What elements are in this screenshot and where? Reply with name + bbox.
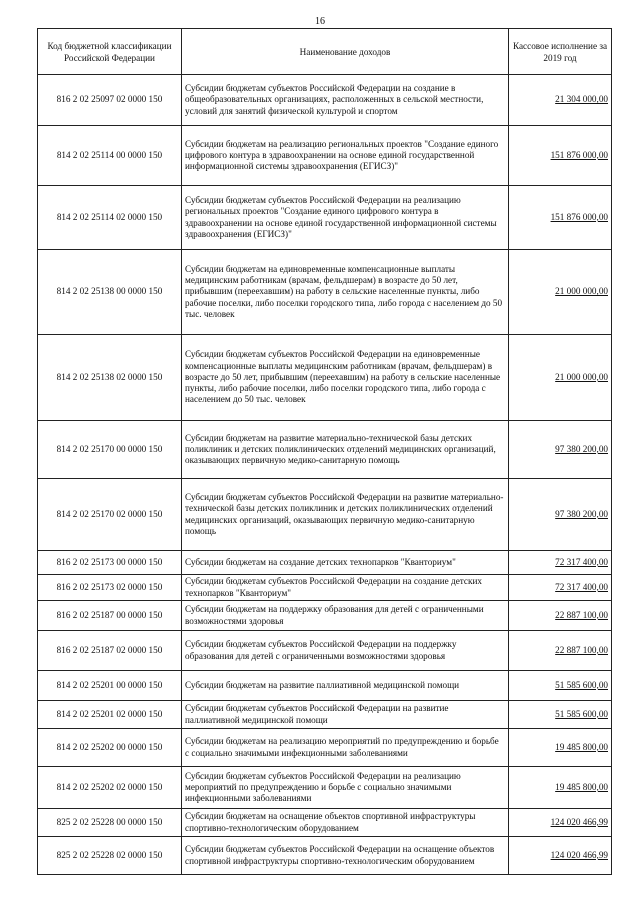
row-code: 816 2 02 25187 02 0000 150 xyxy=(38,631,182,671)
row-amount xyxy=(509,186,612,250)
row-code: 814 2 02 25170 02 0000 150 xyxy=(38,479,182,551)
revenue-table xyxy=(37,28,612,875)
row-amount-value: 72 317 400,00 xyxy=(555,556,608,567)
row-amount xyxy=(509,671,612,701)
row-name: Субсидии бюджетам субъектов Российской Федерации на единовременные компенсационные выплаты медицинским работникам (врачам, фельдшерам) в возрасте до 50 лет, прибывшим (переехавшим) на работу в сельские населенные пункты, либо рабочие поселки, либо поселки городского типа, либо города с населением до 50 тыс. человек xyxy=(182,335,509,421)
table-row xyxy=(38,126,612,186)
row-amount-value: 21 000 000,00 xyxy=(555,286,608,297)
row-code: 825 2 02 25228 00 0000 150 xyxy=(38,809,182,837)
row-amount xyxy=(509,701,612,729)
row-name: Субсидии бюджетам на реализацию региональных проектов "Создание единого цифрового контура в здравоохранении на основе единой государственной информационной системы здравоохранения (ЕГИСЗ)" xyxy=(182,126,509,186)
header-amount: Кассовое исполнение за 2019 год xyxy=(509,29,612,75)
row-code: 825 2 02 25228 02 0000 150 xyxy=(38,837,182,875)
row-code: 814 2 02 25202 02 0000 150 xyxy=(38,767,182,809)
header-name: Наименование доходов xyxy=(182,29,509,75)
table-row xyxy=(38,809,612,837)
row-amount-value: 72 317 400,00 xyxy=(555,581,608,592)
row-name: Субсидии бюджетам субъектов Российской Федерации на создание детских технопарков "Кванториум" xyxy=(182,575,509,601)
row-code: 816 2 02 25173 02 0000 150 xyxy=(38,575,182,601)
row-code: 814 2 02 25138 02 0000 150 xyxy=(38,335,182,421)
table-row xyxy=(38,75,612,126)
row-amount-value: 19 485 800,00 xyxy=(555,741,608,752)
row-amount xyxy=(509,809,612,837)
row-amount xyxy=(509,335,612,421)
table-row xyxy=(38,671,612,701)
row-amount xyxy=(509,767,612,809)
row-code: 814 2 02 25114 00 0000 150 xyxy=(38,126,182,186)
row-amount xyxy=(509,421,612,479)
page-number: 16 xyxy=(315,16,325,27)
row-amount xyxy=(509,601,612,631)
row-amount-value: 51 585 600,00 xyxy=(555,679,608,690)
row-code: 814 2 02 25201 02 0000 150 xyxy=(38,701,182,729)
table-row xyxy=(38,186,612,250)
row-name: Субсидии бюджетам на развитие паллиативной медицинской помощи xyxy=(182,671,509,701)
row-code: 814 2 02 25201 00 0000 150 xyxy=(38,671,182,701)
table-row xyxy=(38,837,612,875)
row-amount xyxy=(509,479,612,551)
table-row xyxy=(38,601,612,631)
row-name: Субсидии бюджетам на поддержку образования для детей с ограниченными возможностями здоровья xyxy=(182,601,509,631)
row-amount xyxy=(509,837,612,875)
row-amount-value: 124 020 466,99 xyxy=(550,849,608,860)
row-amount-value: 124 020 466,99 xyxy=(550,816,608,827)
row-amount-value: 19 485 800,00 xyxy=(555,781,608,792)
table-header-row xyxy=(38,29,612,75)
row-amount-value: 151 876 000,00 xyxy=(550,211,608,222)
row-code: 816 2 02 25173 00 0000 150 xyxy=(38,551,182,575)
row-amount-value: 51 585 600,00 xyxy=(555,708,608,719)
table-row xyxy=(38,631,612,671)
table-row xyxy=(38,335,612,421)
row-name: Субсидии бюджетам субъектов Российской Федерации на реализацию региональных проектов "Создание единого цифрового контура в здравоохранении на основе единой государственной информационной системы здравоохранения (ЕГИСЗ)" xyxy=(182,186,509,250)
row-amount xyxy=(509,631,612,671)
row-name: Субсидии бюджетам субъектов Российской Федерации на развитие материально-технической базы детских поликлиник и детских поликлинических отделений медицинских организаций, оказывающих первичную медико-санитарную помощь xyxy=(182,479,509,551)
row-amount-value: 21 304 000,00 xyxy=(555,94,608,105)
row-amount xyxy=(509,250,612,335)
row-code: 814 2 02 25170 00 0000 150 xyxy=(38,421,182,479)
table-row xyxy=(38,729,612,767)
header-code: Код бюджетной классификации Российской Федерации xyxy=(38,29,182,75)
row-name: Субсидии бюджетам субъектов Российской Федерации на создание в общеобразовательных организациях, расположенных в сельской местности, условий для занятий физической культурой и спортом xyxy=(182,75,509,126)
row-name: Субсидии бюджетам на единовременные компенсационные выплаты медицинским работникам (врачам, фельдшерам) в возрасте до 50 лет, прибывшим (переехавшим) на работу в сельские населенные пункты, либо рабочие поселки, либо поселки городского типа, либо города с населением до 50 тыс. человек xyxy=(182,250,509,335)
table-row xyxy=(38,421,612,479)
row-code: 814 2 02 25202 00 0000 150 xyxy=(38,729,182,767)
table-row xyxy=(38,767,612,809)
table-row xyxy=(38,701,612,729)
row-name: Субсидии бюджетам субъектов Российской Федерации на развитие паллиативной медицинской помощи xyxy=(182,701,509,729)
row-name: Субсидии бюджетам субъектов Российской Федерации на оснащение объектов спортивной инфраструктуры спортивно-технологическим оборудованием xyxy=(182,837,509,875)
table-row xyxy=(38,575,612,601)
row-amount-value: 97 380 200,00 xyxy=(555,443,608,454)
row-name: Субсидии бюджетам на создание детских технопарков "Кванториум" xyxy=(182,551,509,575)
row-code: 814 2 02 25114 02 0000 150 xyxy=(38,186,182,250)
table-row xyxy=(38,551,612,575)
row-name: Субсидии бюджетам субъектов Российской Федерации на реализацию мероприятий по предупреждению и борьбе с социально значимыми инфекционными заболеваниями xyxy=(182,767,509,809)
row-amount-value: 22 887 100,00 xyxy=(555,644,608,655)
row-code: 814 2 02 25138 00 0000 150 xyxy=(38,250,182,335)
table-row xyxy=(38,250,612,335)
row-amount-value: 21 000 000,00 xyxy=(555,371,608,382)
row-name: Субсидии бюджетам на развитие материально-технической базы детских поликлиник и детских поликлинических отделений медицинских организаций, оказывающих первичную медико-санитарную помощь xyxy=(182,421,509,479)
row-amount-value: 22 887 100,00 xyxy=(555,609,608,620)
row-amount xyxy=(509,75,612,126)
row-name: Субсидии бюджетам на оснащение объектов спортивной инфраструктуры спортивно-технологическим оборудованием xyxy=(182,809,509,837)
row-code: 816 2 02 25097 02 0000 150 xyxy=(38,75,182,126)
row-amount xyxy=(509,575,612,601)
row-code: 816 2 02 25187 00 0000 150 xyxy=(38,601,182,631)
row-amount-value: 151 876 000,00 xyxy=(550,149,608,160)
row-amount xyxy=(509,126,612,186)
row-amount-value: 97 380 200,00 xyxy=(555,508,608,519)
table-row xyxy=(38,479,612,551)
row-name: Субсидии бюджетам субъектов Российской Федерации на поддержку образования для детей с ограниченными возможностями здоровья xyxy=(182,631,509,671)
row-name: Субсидии бюджетам на реализацию мероприятий по предупреждению и борьбе с социально значимыми инфекционными заболеваниями xyxy=(182,729,509,767)
row-amount xyxy=(509,729,612,767)
row-amount xyxy=(509,551,612,575)
